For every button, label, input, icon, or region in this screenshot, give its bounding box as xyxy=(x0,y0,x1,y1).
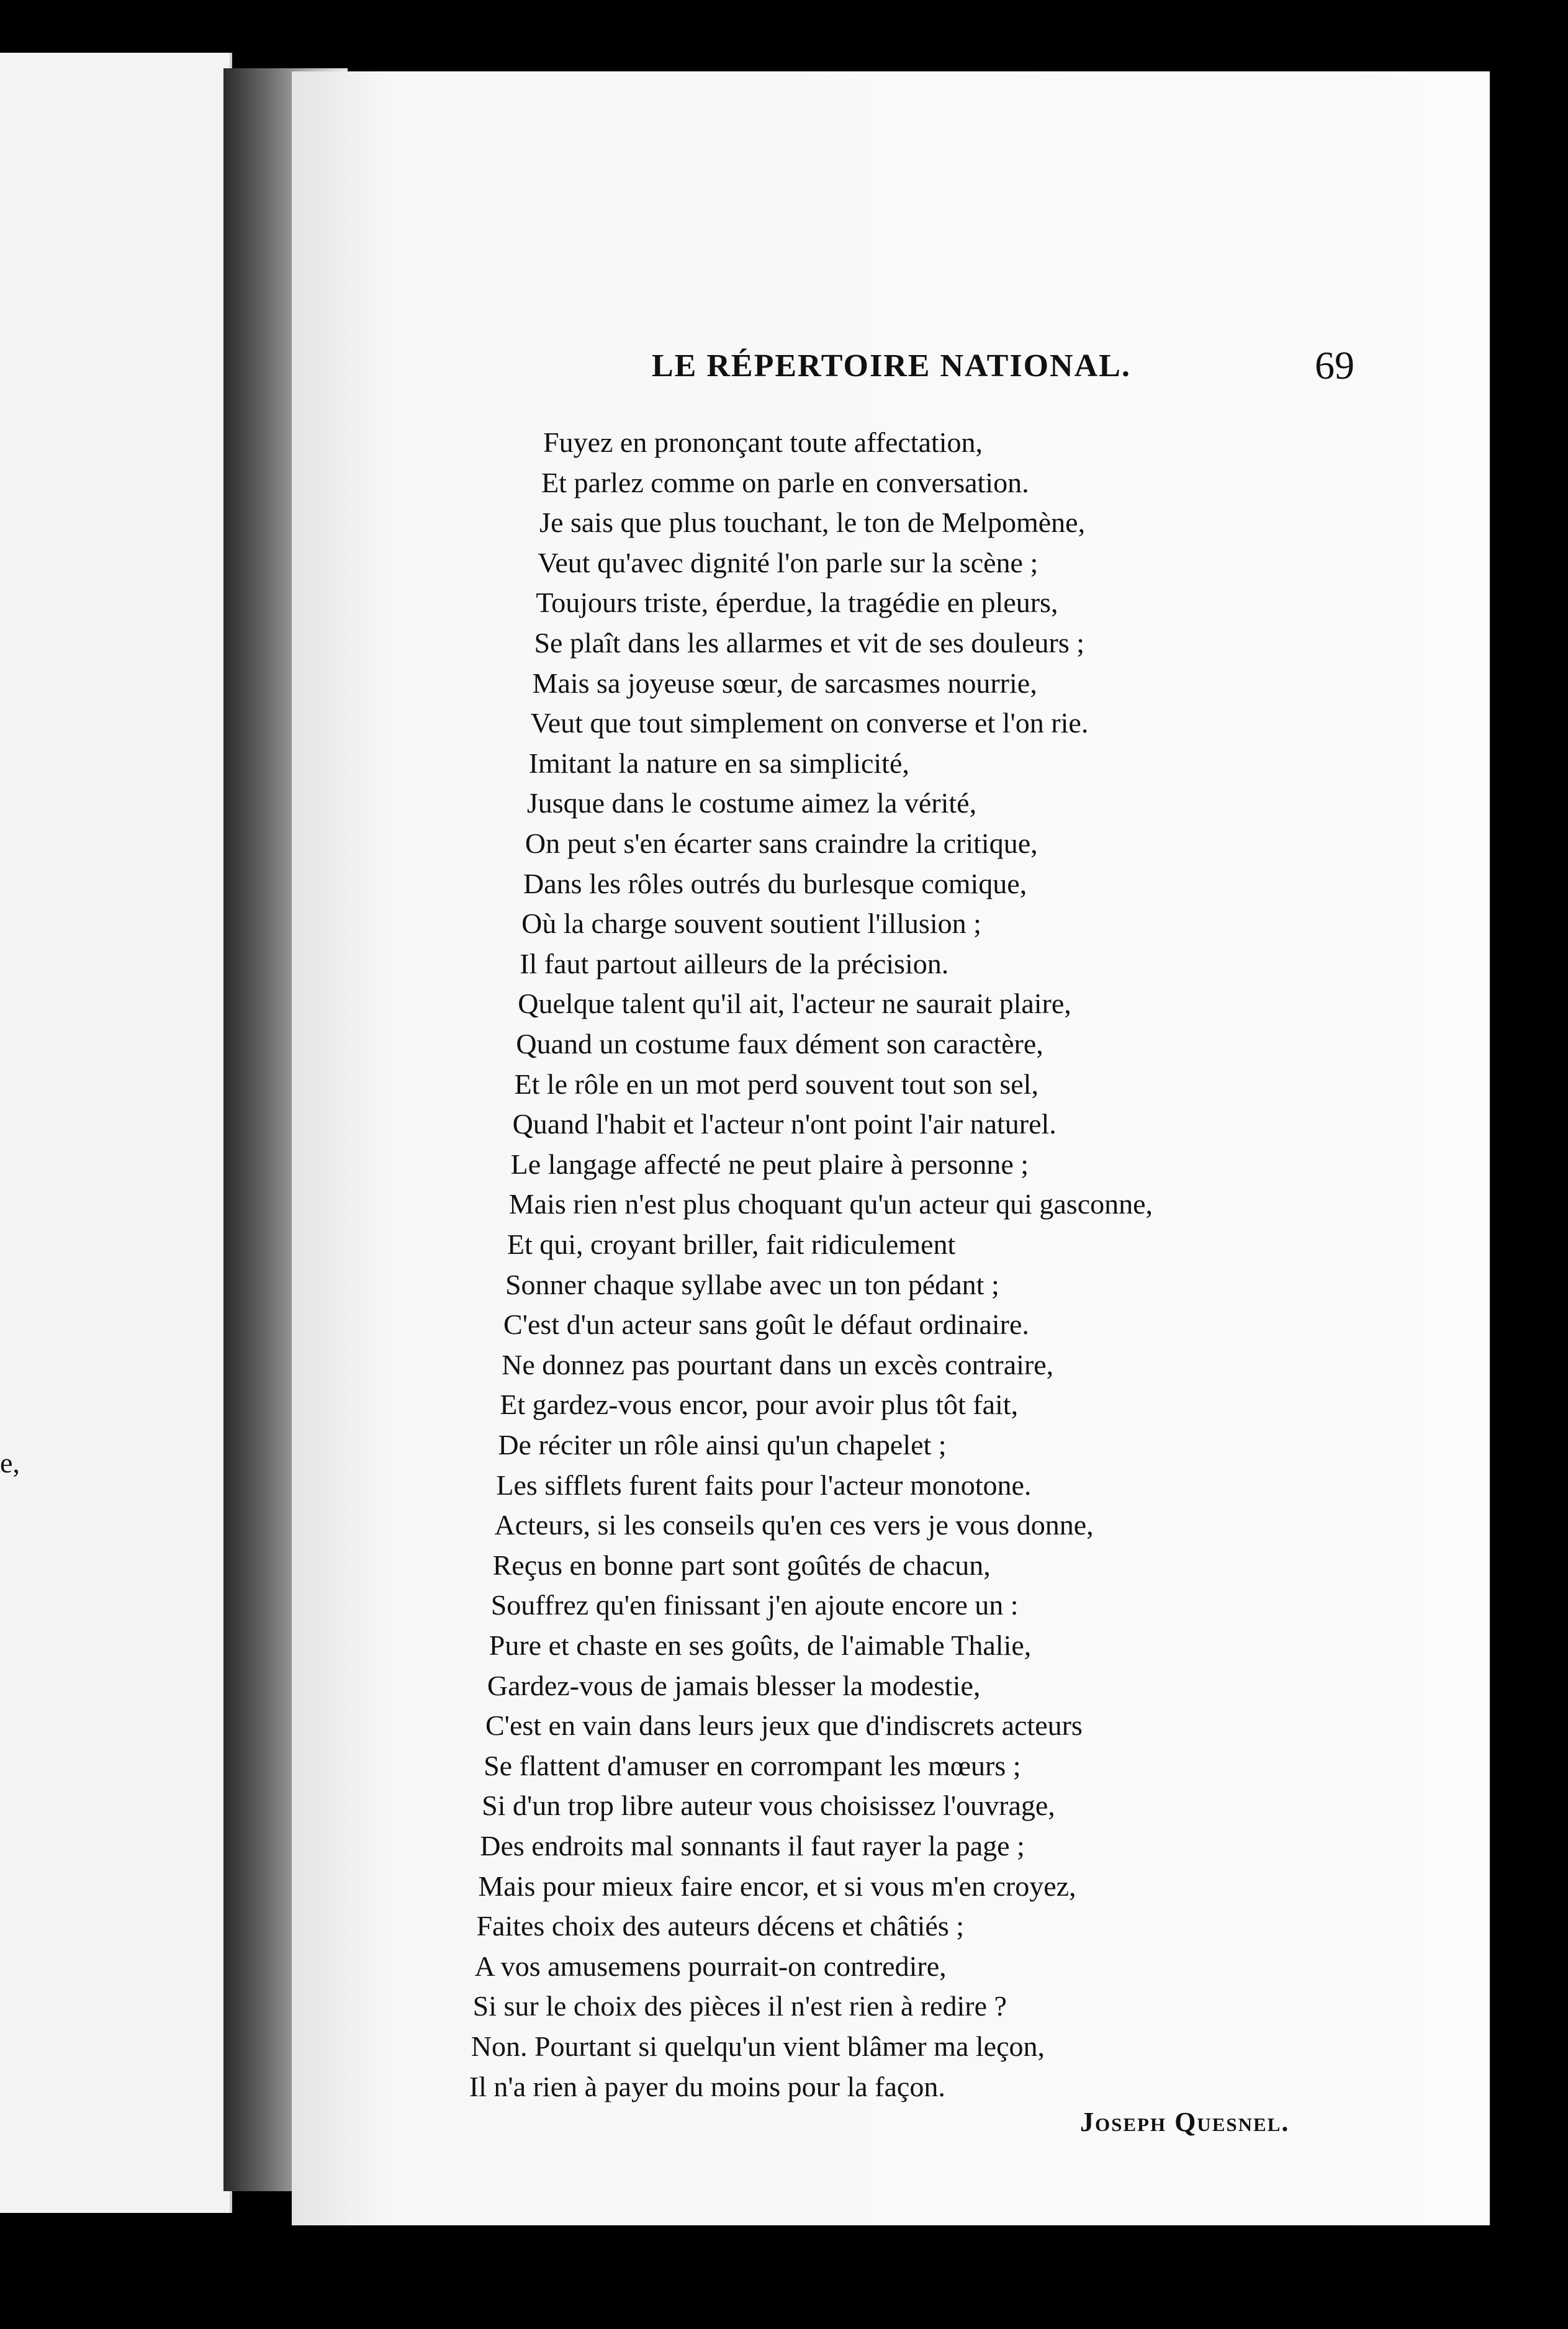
poem-line: A vos amusemens pourrait-on contredire, xyxy=(474,1950,947,1982)
author-signature: Joseph Quesnel. xyxy=(1080,2107,1290,2137)
poem-line: Mais pour mieux faire encor, et si vous m'en croyez, xyxy=(478,1870,1076,1902)
poem-line: Imitant la nature en sa simplicité, xyxy=(528,747,909,779)
poem-line: Il faut partout ailleurs de la précision. xyxy=(520,947,949,980)
poem-line: Mais sa joyeuse sœur, de sarcasmes nourrie, xyxy=(532,667,1037,699)
poem-line: Le langage affecté ne peut plaire à personne ; xyxy=(510,1148,1029,1180)
poem-line: Il n'a rien à payer du moins pour la façon. xyxy=(469,2070,945,2102)
poem-line: On peut s'en écarter sans craindre la critique, xyxy=(525,827,1038,859)
poem-line: Mais rien n'est plus choquant qu'un acteur qui gasconne, xyxy=(508,1188,1153,1220)
poem-line: Les sifflets furent faits pour l'acteur monotone. xyxy=(496,1469,1032,1501)
poem-line: Souffrez qu'en finissant j'en ajoute encore un : xyxy=(490,1589,1019,1621)
poem-line: Reçus en bonne part sont goûtés de chacun, xyxy=(492,1549,991,1581)
poem-line: Veut qu'avec dignité l'on parle sur la scène ; xyxy=(538,546,1039,579)
poem-line: Dans les rôles outrés du burlesque comique, xyxy=(523,867,1027,899)
poem-line: Acteurs, si les conseils qu'en ces vers je vous donne, xyxy=(494,1509,1094,1541)
poem-line: Et qui, croyant briller, fait ridiculement xyxy=(507,1228,956,1260)
poem-line: Si sur le choix des pièces il n'est rien à redire ? xyxy=(472,1990,1007,2022)
poem-line: Quand un costume faux dément son caractère, xyxy=(516,1028,1043,1060)
poem-line: Et le rôle en un mot perd souvent tout son sel, xyxy=(514,1068,1039,1100)
poem-line: Sonner chaque syllabe avec un ton pédant ; xyxy=(505,1268,999,1300)
poem-line: Veut que tout simplement on converse et l'on rie. xyxy=(530,707,1089,739)
poem-line: De réciter un rôle ainsi qu'un chapelet ; xyxy=(498,1429,947,1461)
poem-line: Gardez-vous de jamais blesser la modestie, xyxy=(487,1669,981,1701)
poem-line: Toujours triste, éperdue, la tragédie en pleurs, xyxy=(536,587,1058,619)
poem-line: Et gardez-vous encor, pour avoir plus tôt fait, xyxy=(500,1389,1019,1421)
running-head: LE RÉPERTOIRE NATIONAL. xyxy=(652,348,1131,384)
poem-line: Non. Pourtant si quelqu'un vient blâmer ma leçon, xyxy=(471,2030,1045,2062)
page-number: 69 xyxy=(1315,343,1354,387)
poem-line: Quelque talent qu'il ait, l'acteur ne saurait plaire, xyxy=(518,988,1071,1020)
poem-line: Si d'un trop libre auteur vous choisissez l'ouvrage, xyxy=(482,1790,1055,1822)
poem-line: C'est d'un acteur sans goût le défaut ordinaire. xyxy=(503,1309,1029,1341)
poem-line: Des endroits mal sonnants il faut rayer la page ; xyxy=(480,1830,1025,1862)
poem-line: Et parlez comme on parle en conversation. xyxy=(541,466,1029,498)
left-page xyxy=(0,53,232,2213)
poem-line: Se plaît dans les allarmes et vit de ses douleurs ; xyxy=(534,627,1085,659)
poem-line: Fuyez en prononçant toute affectation, xyxy=(543,426,983,458)
poem-line: Ne donnez pas pourtant dans un excès contraire, xyxy=(502,1348,1054,1381)
poem-line: Faites choix des auteurs décens et châtiés ; xyxy=(476,1910,965,1942)
poem-line: C'est en vain dans leurs jeux que d'indiscrets acteurs xyxy=(485,1710,1083,1742)
poem-line: Je sais que plus touchant, le ton de Melpomène, xyxy=(539,507,1086,539)
poem-line: Quand l'habit et l'acteur n'ont point l'air naturel. xyxy=(512,1108,1057,1140)
poem-line: Jusque dans le costume aimez la vérité, xyxy=(526,787,977,819)
left-page-text-fragment: e, xyxy=(0,1447,20,1479)
poem-line: Où la charge souvent soutient l'illusion ; xyxy=(521,908,981,940)
poem-line: Se flattent d'amuser en corrompant les mœurs ; xyxy=(484,1749,1021,1782)
poem-line: Pure et chaste en ses goûts, de l'aimable Thalie, xyxy=(489,1629,1032,1661)
